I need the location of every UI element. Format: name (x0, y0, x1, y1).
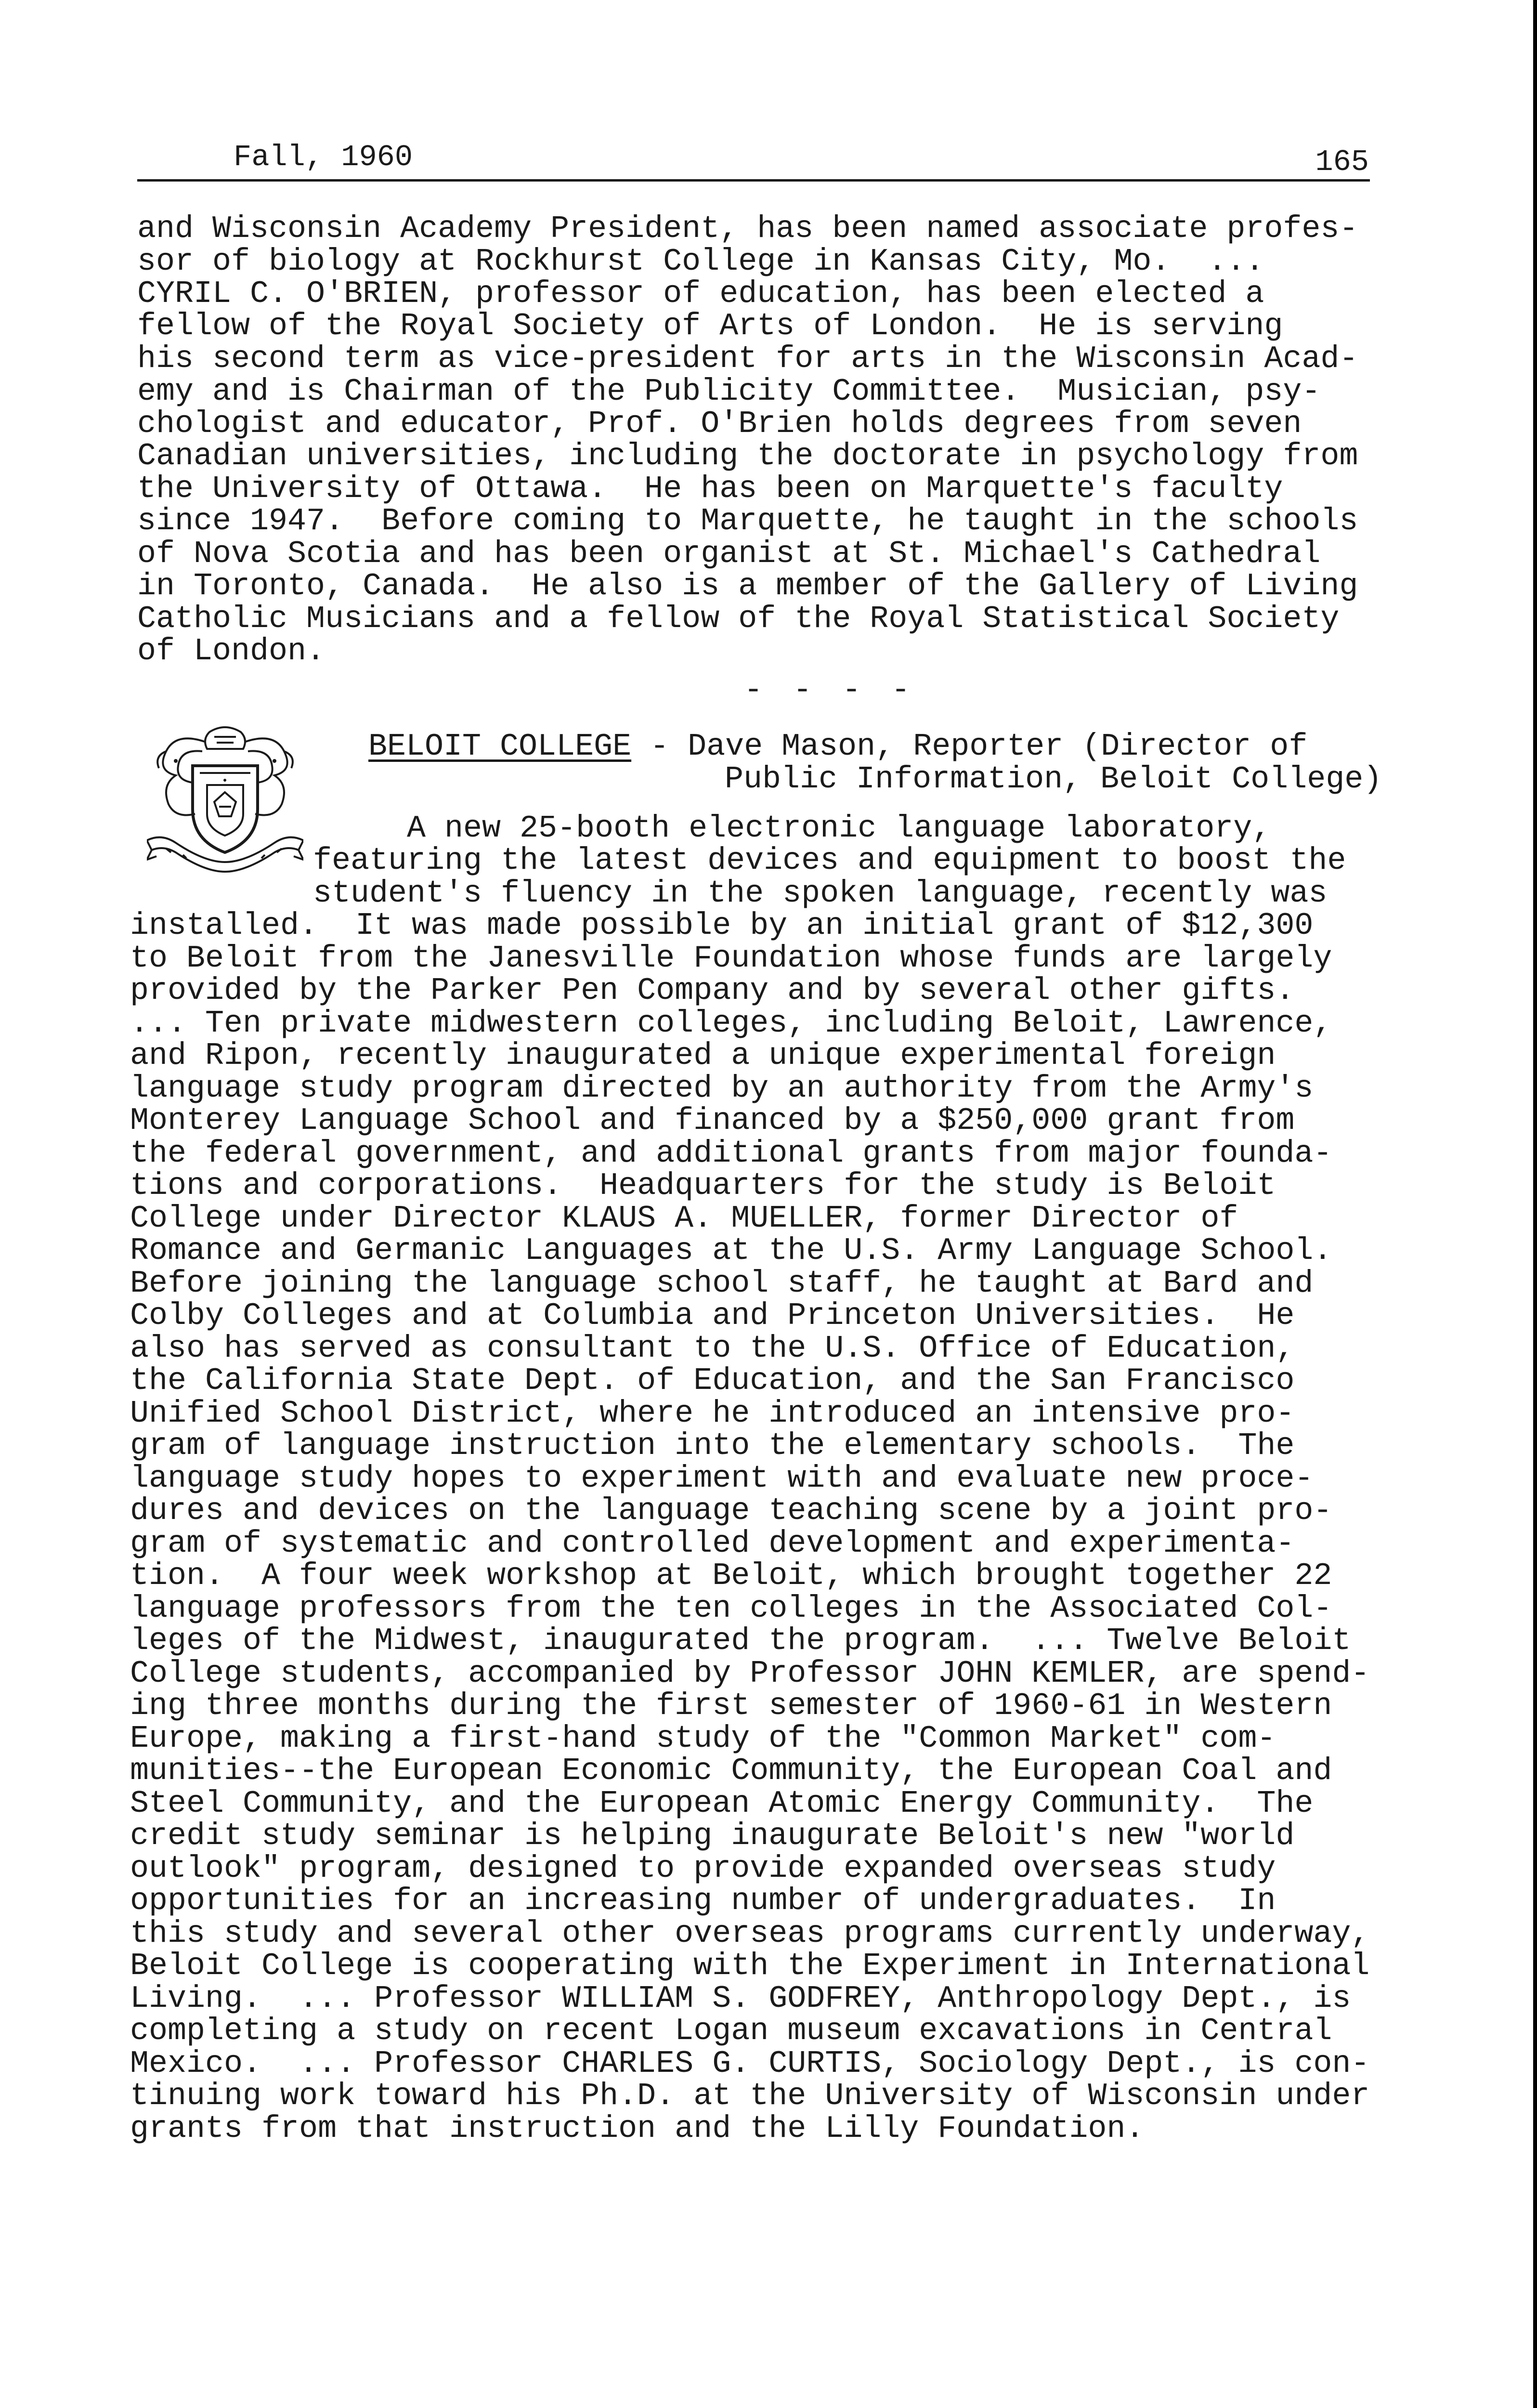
text-line: the University of Ottawa. He has been on Marquette's faculty (137, 471, 1283, 507)
text-line: grants from that instruction and the Lilly Foundation. (130, 2111, 1145, 2146)
text-line: CYRIL C. O'BRIEN, professor of education, has been elected a (137, 276, 1264, 312)
text-line: Beloit College is cooperating with the Experiment in International (130, 1948, 1370, 1984)
text-line: and Ripon, recently inaugurated a unique experimental foreign (130, 1038, 1276, 1073)
text-line: tinuing work toward his Ph.D. at the University of Wisconsin under (130, 2078, 1370, 2114)
text-line: Unified School District, where he introduced an intensive pro- (130, 1396, 1295, 1431)
college-seal-icon (147, 722, 303, 881)
issue-date: Fall, 1960 (234, 140, 413, 174)
text-line: Canadian universities, including the doctorate in psychology from (137, 438, 1358, 474)
text-line: opportunities for an increasing number of undergraduates. In (130, 1883, 1276, 1919)
text-line: tions and corporations. Headquarters for the study is Beloit (130, 1168, 1276, 1204)
text-line: sor of biology at Rockhurst College in Kansas City, Mo. ... (137, 244, 1264, 279)
page-header (137, 136, 1370, 182)
text-line: and Wisconsin Academy President, has been named associate profes- (137, 211, 1358, 247)
text-line: fellow of the Royal Society of Arts of London. He is serving (137, 308, 1283, 344)
text-line: of London. (137, 633, 326, 669)
text-line: in Toronto, Canada. He also is a member of the Gallery of Living (137, 568, 1358, 604)
section-separator: - - - - (744, 672, 916, 708)
text-line: language study hopes to experiment with and evaluate new proce- (130, 1461, 1314, 1496)
text-line: Living. ... Professor WILLIAM S. GODFREY, Anthropology Dept., is (130, 1981, 1351, 2016)
text-line: featuring the latest devices and equipment to boost the (313, 843, 1346, 878)
text-line: College under Director KLAUS A. MUELLER, former Director of (130, 1201, 1238, 1236)
text-line: Steel Community, and the European Atomic Energy Community. The (130, 1786, 1314, 1821)
text-line: chologist and educator, Prof. O'Brien holds degrees from seven (137, 406, 1302, 442)
text-line: Romance and Germanic Languages at the U.S. Army Language School. (130, 1233, 1332, 1269)
text-line: credit study seminar is helping inaugurate Beloit's new "world (130, 1818, 1295, 1854)
text-line: the California State Dept. of Education, and the San Francisco (130, 1363, 1295, 1399)
text-line: ... Ten private midwestern colleges, including Beloit, Lawrence, (130, 1006, 1332, 1041)
page-number: 165 (1315, 145, 1369, 179)
reporter-line: Public Information, Beloit College) (725, 761, 1382, 797)
text-line: his second term as vice-president for arts in the Wisconsin Acad- (137, 341, 1358, 377)
text-line: completing a study on recent Logan museum excavations in Central (130, 2013, 1332, 2049)
text-line: ing three months during the first semester of 1960-61 in Western (130, 1688, 1332, 1724)
text-line: the federal government, and additional grants from major founda- (130, 1136, 1332, 1171)
text-line: gram of systematic and controlled development and experimenta- (130, 1526, 1295, 1561)
text-line: Before joining the language school staff, he taught at Bard and (130, 1266, 1314, 1301)
text-line: Mexico. ... Professor CHARLES G. CURTIS, Sociology Dept., is con- (130, 2046, 1370, 2081)
text-line: language professors from the ten colleges in the Associated Col- (130, 1591, 1332, 1626)
text-line: Monterey Language School and financed by a $250,000 grant from (130, 1103, 1295, 1139)
reporter-line: - Dave Mason, Reporter (Director of (631, 729, 1308, 764)
text-line: leges of the Midwest, inaugurated the program. ... Twelve Beloit (130, 1623, 1351, 1659)
text-line: student's fluency in the spoken language, recently was (313, 876, 1328, 911)
text-line: emy and is Chairman of the Publicity Committee. Musician, psy- (137, 374, 1321, 409)
text-line: outlook" program, designed to provide expanded overseas study (130, 1851, 1276, 1886)
text-line: to Beloit from the Janesville Foundation whose funds are largely (130, 941, 1332, 976)
text-line: since 1947. Before coming to Marquette, he taught in the schools (137, 503, 1358, 539)
text-line: Colby Colleges and at Columbia and Princeton Universities. He (130, 1298, 1295, 1334)
text-line: provided by the Parker Pen Company and by several other gifts. (130, 973, 1295, 1008)
text-line: Catholic Musicians and a fellow of the Royal Statistical Society (137, 601, 1340, 637)
college-name: BELOIT COLLEGE (368, 729, 632, 764)
text-line: tion. A four week workshop at Beloit, which brought together 22 (130, 1558, 1332, 1594)
text-line: A new 25-booth electronic language laboratory, (407, 811, 1271, 846)
text-line: gram of language instruction into the elementary schools. The (130, 1428, 1295, 1464)
text-line: munities--the European Economic Community, the European Coal and (130, 1753, 1332, 1789)
text-line: of Nova Scotia and has been organist at St. Michael's Cathedral (137, 536, 1321, 572)
text-line: dures and devices on the language teaching scene by a joint pro- (130, 1493, 1332, 1529)
text-line: installed. It was made possible by an initial grant of $12,300 (130, 908, 1314, 943)
text-line: College students, accompanied by Professor JOHN KEMLER, are spend- (130, 1656, 1370, 1691)
scan-edge-right (1533, 0, 1537, 2408)
text-line: Europe, making a first-hand study of the "Common Market" com- (130, 1721, 1276, 1756)
text-line: also has served as consultant to the U.S. Office of Education, (130, 1331, 1295, 1366)
text-line: language study program directed by an authority from the Army's (130, 1071, 1314, 1106)
text-line: this study and several other overseas programs currently underway, (130, 1916, 1370, 1951)
college-heading (368, 730, 1307, 763)
